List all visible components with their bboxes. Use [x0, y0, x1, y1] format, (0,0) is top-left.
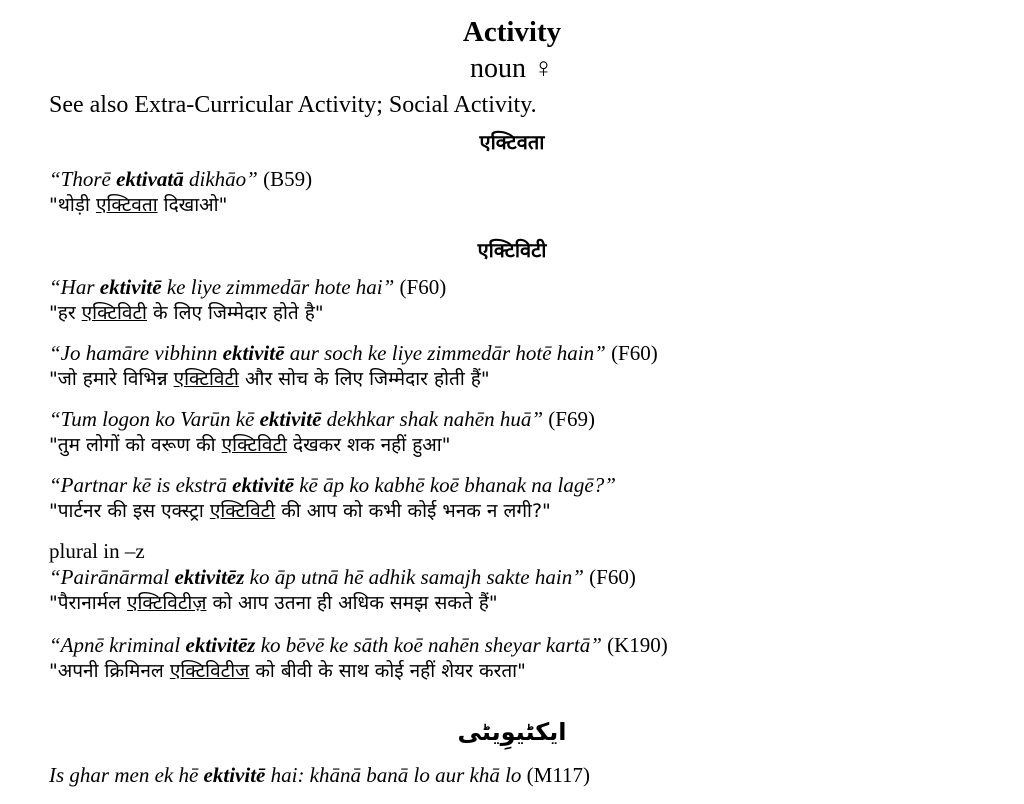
transliteration: “Thorē ektivatā dikhāo” (B59): [49, 167, 313, 191]
part-of-speech: noun ♀: [470, 53, 554, 84]
devanagari: "थोड़ी एक्टिवता दिखाओ": [49, 194, 228, 216]
example-m117: Is ghar men ek hē ektivitē hai: khānā banā lo aur khā lo (M117): [49, 763, 591, 787]
plural-label: plural in –z: [49, 539, 145, 563]
hindi-heading-1: एक्टिवता: [479, 130, 545, 154]
example-partnar: “Partnar kē is ekstrā ektivitē kē āp ko kabhē koē bhanak na lagē?” "पार्टनर की इस एक्स्ट्रा एक्टिविटी की आप को कभी कोई भनक न लगी?": [49, 473, 616, 522]
example-f60-b: “Jo hamāre vibhinn ektivitē aur soch ke liye zimmedār hotē hain” (F60) "जो हमारे विभिन्न एक्टिविटी और सोच के लिए जिम्मेदार होती हैं": [49, 341, 658, 390]
example-plural-f60: “Pairānārmal ektivitēz ko āp utnā hē adhik samajh sakte hain” (F60) "पैरानार्मल एक्टिविटीज़ को आप उतना ही अधिक समझ सकते हैं": [49, 565, 636, 614]
example-b59: [49, 166, 312, 218]
example-f69: “Tum logon ko Varūn kē ektivitē dekhkar shak nahēn huā” (F69) "तुम लोगों को वरूण की एक्टिविटी देखकर शक नहीं हुआ": [49, 407, 595, 456]
see-also: See also Extra-Curricular Activity; Social Activity.: [49, 92, 537, 118]
hindi-heading-2: एक्टिविटी: [477, 238, 547, 262]
headword: Activity: [462, 16, 562, 48]
urdu-heading: ایکٹیوِیٹی: [457, 718, 567, 746]
example-f60-a: “Har ektivitē ke liye zimmedār hote hai” (F60) "हर एक्टिविटी के लिए जिम्मेदार होते है": [49, 275, 447, 324]
example-plural-k190: “Apnē kriminal ektivitēz ko bēvē ke sāth koē nahēn sheyar kartā” (K190) "अपनी क्रिमिनल एक्टिविटीज को बीवी के साथ कोई नहीं शेयर करता": [49, 633, 668, 682]
